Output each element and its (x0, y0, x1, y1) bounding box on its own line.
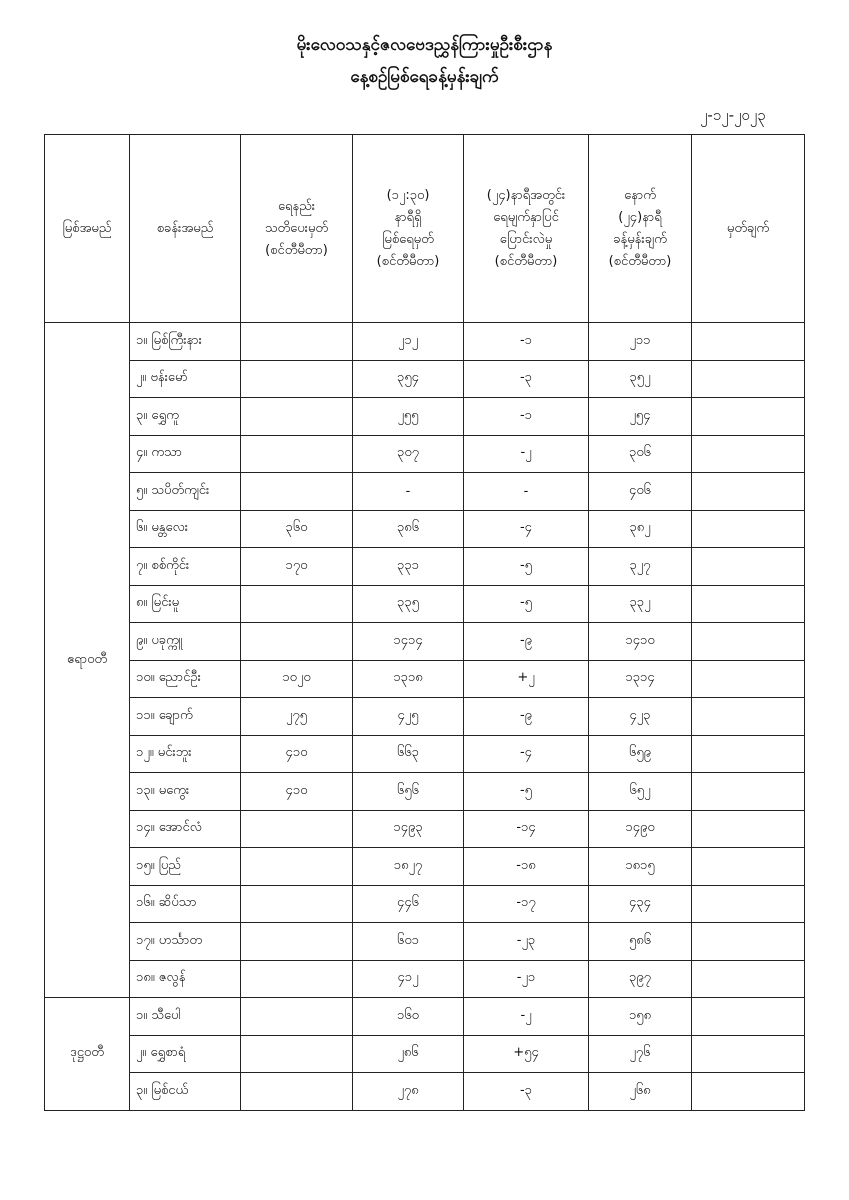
change-cell: -၉ (464, 623, 589, 661)
danger-level-cell: ၂၇၅ (241, 698, 353, 736)
header-row (45, 135, 805, 323)
station-cell: ၁၅။ ပြည် (130, 848, 241, 886)
danger-level-cell (241, 435, 353, 473)
station-cell: ၁၃။ မကွေး (130, 773, 241, 811)
danger-level-cell (241, 960, 353, 998)
forecast-cell: ၄၂၃ (589, 698, 692, 736)
forecast-cell: ၁၃၁၄ (589, 660, 692, 698)
forecast-cell: ၄၀၆ (589, 473, 692, 511)
danger-level-cell: ၄၁၀ (241, 773, 353, 811)
change-cell: +၂ (464, 660, 589, 698)
current-level-cell: - (353, 473, 464, 511)
forecast-cell: ၂၆၈ (589, 1073, 692, 1111)
table-row (45, 548, 805, 586)
remark-cell (692, 773, 805, 811)
forecast-cell: ၅၈၆ (589, 923, 692, 961)
page-title: မိုးလေဝသနှင့်ဇလဗေဒညွှန်ကြားမှုဦးစီးဌာန (296, 35, 553, 55)
table-row (45, 848, 805, 886)
table-row (45, 698, 805, 736)
danger-level-cell (241, 473, 353, 511)
current-level-cell: ၆၅၆ (353, 773, 464, 811)
current-level-cell: ၂၇၈ (353, 1073, 464, 1111)
station-cell: ၈။ မြင်းမူ (130, 585, 241, 623)
station-cell: ၁၀။ ညောင်ဦး (130, 660, 241, 698)
current-level-cell: ၁၃၁၈ (353, 660, 464, 698)
table-row (45, 735, 805, 773)
station-cell: ၁၁။ ချောက် (130, 698, 241, 736)
forecast-cell: ၃၂၇ (589, 548, 692, 586)
change-cell: -၂ (464, 998, 589, 1036)
danger-level-cell (241, 923, 353, 961)
change-cell: -၃ (464, 1073, 589, 1111)
remark-cell (692, 660, 805, 698)
forecast-cell: ၂၅၄ (589, 398, 692, 436)
danger-level-cell (241, 360, 353, 398)
forecast-cell: ၁၅၈ (589, 998, 692, 1036)
danger-level-cell (241, 885, 353, 923)
forecast-cell: ၄၃၄ (589, 885, 692, 923)
header-river: မြစ်အမည် (45, 135, 130, 323)
remark-cell (692, 885, 805, 923)
forecast-cell: ၆၅၂ (589, 773, 692, 811)
station-cell: ၇။ စစ်ကိုင်း (130, 548, 241, 586)
current-level-cell: ၁၈၂၇ (353, 848, 464, 886)
danger-level-cell (241, 848, 353, 886)
river-name-cell: ဒုဋ္ဌဝတီ (45, 998, 130, 1111)
river-name-cell: ဧရာဝတီ (45, 323, 130, 998)
header-station: စခန်းအမည် (130, 135, 241, 323)
table-row (45, 1073, 805, 1111)
station-cell: ၁။ မြစ်ကြီးနား (130, 323, 241, 361)
change-cell: -၁ (464, 398, 589, 436)
station-cell: ၃။ မြစ်ငယ် (130, 1073, 241, 1111)
change-cell: -၉ (464, 698, 589, 736)
current-level-cell: ၃၃၁ (353, 548, 464, 586)
current-level-cell: ၆၀၁ (353, 923, 464, 961)
change-cell: -၁ (464, 323, 589, 361)
change-cell: -၄ (464, 735, 589, 773)
remark-cell (692, 473, 805, 511)
remark-cell (692, 585, 805, 623)
remark-cell (692, 998, 805, 1036)
danger-level-cell (241, 1035, 353, 1073)
table-row (45, 510, 805, 548)
danger-level-cell (241, 1073, 353, 1111)
table-row (45, 473, 805, 511)
station-cell: ၁၈။ ဇလွန် (130, 960, 241, 998)
table-body (45, 323, 805, 1111)
remark-cell (692, 398, 805, 436)
current-level-cell: ၃၅၄ (353, 360, 464, 398)
current-level-cell: ၃၃၅ (353, 585, 464, 623)
danger-level-cell (241, 585, 353, 623)
current-level-cell: ၂၁၂ (353, 323, 464, 361)
forecast-cell: ၃၃၂ (589, 585, 692, 623)
table-row (45, 623, 805, 661)
remark-cell (692, 848, 805, 886)
danger-level-cell (241, 810, 353, 848)
station-cell: ၁၂။ မင်းဘူး (130, 735, 241, 773)
remark-cell (692, 510, 805, 548)
table-row (45, 323, 805, 361)
forecast-cell: ၃၈၂ (589, 510, 692, 548)
forecast-cell: ၃၅၂ (589, 360, 692, 398)
table-row (45, 585, 805, 623)
header-forecast: နောက် (၂၄)နာရီ ခန့်မှန်းချက် (စင်တီမီတာ) (589, 135, 692, 323)
page-subtitle: နေ့စဉ်မြစ်ရေခန့်မှန်းချက် (350, 67, 499, 87)
station-cell: ၄။ ကသာ (130, 435, 241, 473)
table-row (45, 998, 805, 1036)
table-row (45, 660, 805, 698)
forecast-table (44, 134, 805, 1111)
remark-cell (692, 735, 805, 773)
table-row (45, 773, 805, 811)
station-cell: ၅။ သပိတ်ကျင်း (130, 473, 241, 511)
danger-level-cell: ၄၁၀ (241, 735, 353, 773)
change-cell: -၃ (464, 360, 589, 398)
forecast-cell: ၂၁၁ (589, 323, 692, 361)
current-level-cell: ၆၆၃ (353, 735, 464, 773)
current-level-cell: ၁၄၁၄ (353, 623, 464, 661)
danger-level-cell: ၁၀၂၀ (241, 660, 353, 698)
table-row (45, 810, 805, 848)
change-cell: -၅ (464, 548, 589, 586)
current-level-cell: ၄၄၆ (353, 885, 464, 923)
table-row (45, 885, 805, 923)
current-level-cell: ၃၈၆ (353, 510, 464, 548)
station-cell: ၂။ ရွှေစာရံ (130, 1035, 241, 1073)
remark-cell (692, 960, 805, 998)
change-cell: -၂၃ (464, 923, 589, 961)
change-cell: -၁၇ (464, 885, 589, 923)
remark-cell (692, 323, 805, 361)
change-cell: - (464, 473, 589, 511)
station-cell: ၁၄။ အောင်လံ (130, 810, 241, 848)
change-cell: -၁၈ (464, 848, 589, 886)
forecast-cell: ၂၇၆ (589, 1035, 692, 1073)
remark-cell (692, 435, 805, 473)
remark-cell (692, 1073, 805, 1111)
change-cell: -၂ (464, 435, 589, 473)
danger-level-cell (241, 623, 353, 661)
remark-cell (692, 923, 805, 961)
remark-cell (692, 548, 805, 586)
remark-cell (692, 623, 805, 661)
current-level-cell: ၂၅၅ (353, 398, 464, 436)
current-level-cell: ၃၀၇ (353, 435, 464, 473)
current-level-cell: ၁၄၉၃ (353, 810, 464, 848)
forecast-cell: ၃၉၇ (589, 960, 692, 998)
table-row (45, 360, 805, 398)
change-cell: -၄ (464, 510, 589, 548)
station-cell: ၁၆။ ဆိပ်သာ (130, 885, 241, 923)
station-cell: ၃။ ရွှေကူ (130, 398, 241, 436)
change-cell: -၅ (464, 773, 589, 811)
forecast-cell: ၁၄၉၀ (589, 810, 692, 848)
report-date: ၂-၁၂-၂၀၂၃ (700, 106, 766, 124)
remark-cell (692, 698, 805, 736)
remark-cell (692, 810, 805, 848)
change-cell: +၅၄ (464, 1035, 589, 1073)
danger-level-cell: ၃၆၀ (241, 510, 353, 548)
danger-level-cell (241, 323, 353, 361)
current-level-cell: ၂၈၆ (353, 1035, 464, 1073)
change-cell: -၂၁ (464, 960, 589, 998)
forecast-cell: ၆၅၉ (589, 735, 692, 773)
remark-cell (692, 360, 805, 398)
table-row (45, 923, 805, 961)
danger-level-cell (241, 998, 353, 1036)
station-cell: ၁။ သီပေါ (130, 998, 241, 1036)
station-cell: ၆။ မန္တလေး (130, 510, 241, 548)
current-level-cell: ၄၂၅ (353, 698, 464, 736)
change-cell: -၁၄ (464, 810, 589, 848)
header-remark: မှတ်ချက် (692, 135, 805, 323)
header-current: (၁၂:၃၀) နာရီရှိ မြစ်ရေမှတ် (စင်တီမီတာ) (353, 135, 464, 323)
danger-level-cell (241, 398, 353, 436)
remark-cell (692, 1035, 805, 1073)
header-change: (၂၄)နာရီအတွင်း ရေမျက်နှာပြင် ပြောင်းလဲမှု (စင်တီမီတာ) (464, 135, 589, 323)
forecast-cell: ၃၀၆ (589, 435, 692, 473)
station-cell: ၁၇။ ဟင်္သာတ (130, 923, 241, 961)
current-level-cell: ၁၆၀ (353, 998, 464, 1036)
table-row (45, 398, 805, 436)
current-level-cell: ၄၁၂ (353, 960, 464, 998)
station-cell: ၂။ ဗန်းမော် (130, 360, 241, 398)
header-danger: ရေနည်း သတိပေးမှတ် (စင်တီမီတာ) (241, 135, 353, 323)
danger-level-cell: ၁၇၀ (241, 548, 353, 586)
table-row (45, 435, 805, 473)
forecast-cell: ၁၈၁၅ (589, 848, 692, 886)
station-cell: ၉။ ပခုက္ကူ (130, 623, 241, 661)
table-row (45, 1035, 805, 1073)
change-cell: -၅ (464, 585, 589, 623)
forecast-cell: ၁၄၁၀ (589, 623, 692, 661)
table-row (45, 960, 805, 998)
